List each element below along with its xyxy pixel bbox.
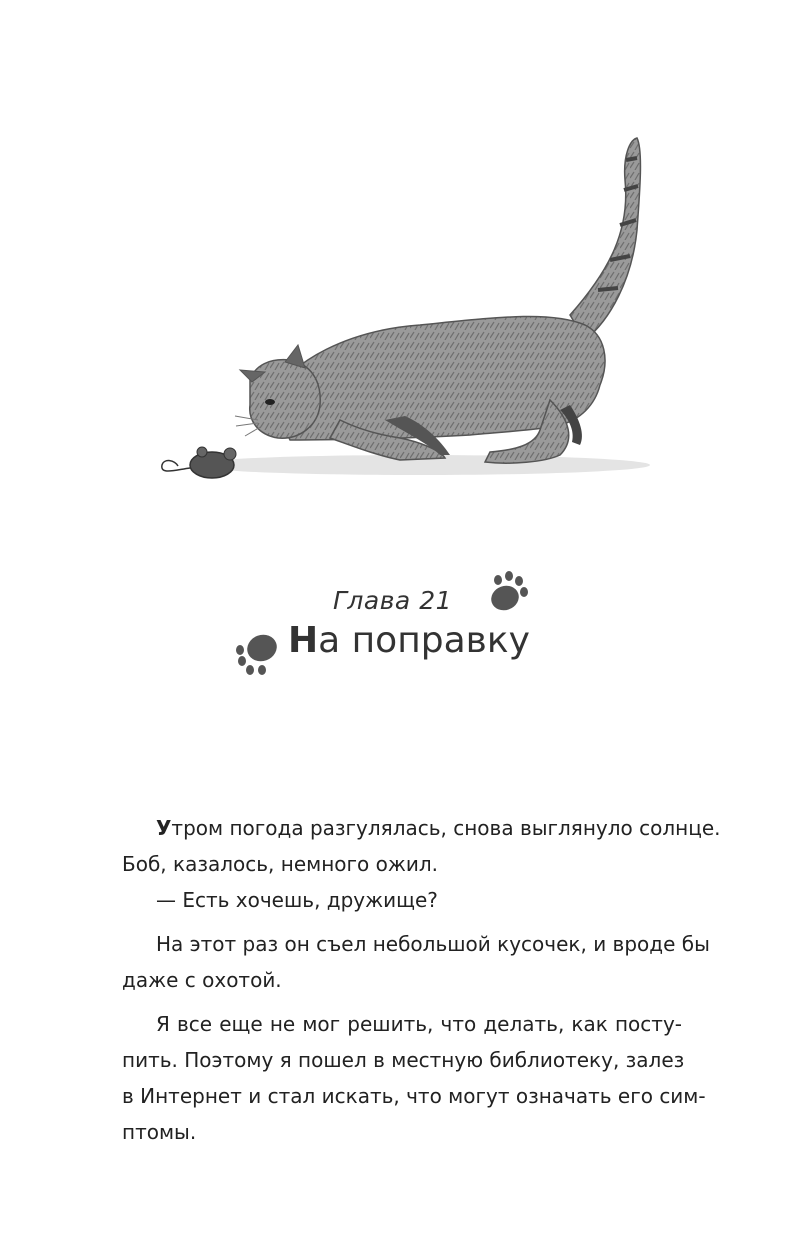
toy-mouse xyxy=(162,447,236,478)
cat-eye xyxy=(265,399,275,405)
paragraph-line: даже с охотой. xyxy=(122,968,282,992)
paragraph-line: На этот раз он съел небольшой кусочек, и вроде бы xyxy=(156,932,710,956)
paragraph-line: пить. Поэтому я пошел в местную библиотеку, залез xyxy=(122,1048,685,1072)
chapter-body xyxy=(122,810,721,1150)
paragraph-line: Утром погода разгулялась, снова выглянуло солнце. xyxy=(156,816,721,840)
paragraph-line: птомы. xyxy=(122,1120,197,1144)
cat-illustration xyxy=(140,120,660,520)
cat-tail xyxy=(570,138,640,340)
chapter-title xyxy=(288,620,530,661)
paragraph-initial: У xyxy=(156,816,172,840)
chapter-title-initial: Н xyxy=(288,620,319,661)
chapter-number: Глава 21 xyxy=(332,586,453,615)
paragraph-line: Я все еще не мог решить, что делать, как посту- xyxy=(156,1012,682,1036)
paw-print-icon xyxy=(232,628,284,676)
dialogue-line: — Есть хочешь, дружище? xyxy=(156,888,438,912)
paw-print-icon xyxy=(482,568,532,616)
paragraph-line: в Интернет и стал искать, что могут означать его сим- xyxy=(122,1084,706,1108)
chapter-title-rest: а поправку xyxy=(318,620,530,661)
paragraph-line: Боб, казалось, немного ожил. xyxy=(122,852,439,876)
